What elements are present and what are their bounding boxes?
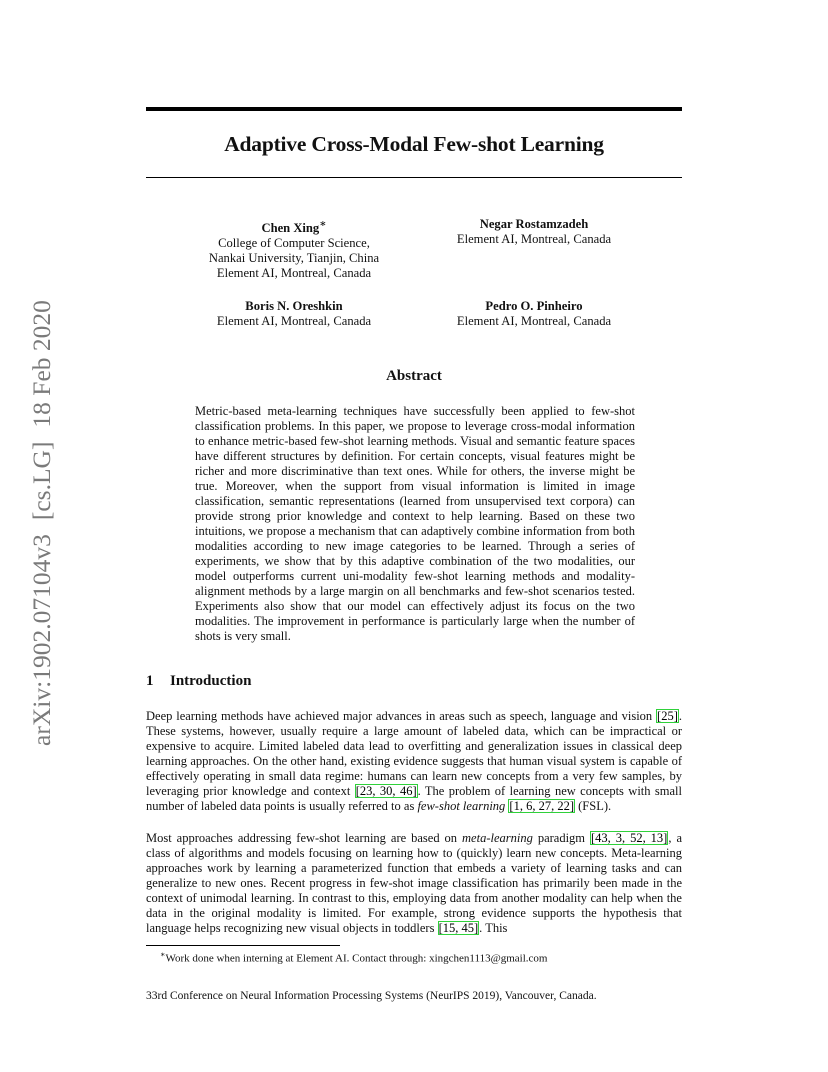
section-heading: [146, 673, 251, 690]
citation-link[interactable]: [43, 3, 52, 13]: [591, 831, 668, 845]
author-name: Boris N. Oreshkin: [245, 299, 343, 313]
footnote-text: Work done when interning at Element AI. Contact through: xingchen1113@gmail.com: [165, 952, 548, 965]
footnote-mark: ∗: [319, 219, 327, 230]
title-top-rule: [146, 107, 682, 111]
author-name: Pedro O. Pinheiro: [485, 299, 583, 313]
title-bottom-rule: [146, 177, 682, 178]
footnote: [160, 950, 547, 965]
author-name: Negar Rostamzadeh: [479, 217, 589, 231]
author-affiliation: Element AI, Montreal, Canada: [456, 314, 612, 328]
paper-title: Adaptive Cross-Modal Few-shot Learning: [224, 132, 604, 156]
author-block: [186, 299, 402, 329]
author-block: [424, 217, 644, 247]
author-block: [186, 217, 402, 281]
abstract-text: Metric-based meta-learning techniques have successfully been applied to few-shot classification problems. In this paper, we propose to leverage cross-modal information to enhance metric-based few-shot learning methods. Visual and semantic feature spaces have different structures by definition. For certain concepts, visual features might be richer and more discriminative than text ones. While for others, the inverse might be true. Moreover, when the support from visual information is limited in image classification, semantic representations (learned from unsupervised text corpora) can provide strong prior knowledge and context to help learning. Based on these two intuitions, we propose a mechanism that can adaptively combine information from both modalities according to new image categories to be learned. Through a series of experiments, we show that by this adaptive combination of the two modalities, our model outperforms current uni-modality few-shot learning methods and modality-alignment methods by a large margin on all benchmarks and few-shot scenarios tested. Experiments also show that our model can effectively adjust its focus on the two modalities. The improvement in performance is particularly large when the number of shots is very small.: [195, 404, 635, 643]
abstract-heading: Abstract: [386, 368, 442, 384]
citation-link[interactable]: [23, 30, 46]: [355, 784, 417, 798]
intro-paragraph: Deep learning methods have achieved major advances in areas such as speech, language and vision [25]. These systems, however, usually require a large amount of labeled data, which can be impractical or expensive to acquire. Limited labeled data lead to overfitting and generalization issues in classical deep learning approaches. On the other hand, existing evidence suggests that human visual system is capable of effectively operating in small data regime: humans can learn new concepts from a very few samples, by leveraging prior knowledge and context [23, 30, 46]. The problem of learning new concepts with small number of labeled data points is usually referred to as few-shot learning [1, 6, 27, 22] (FSL).: [146, 709, 683, 813]
author-affiliation: Element AI, Montreal, Canada: [456, 232, 612, 246]
section-title: Introduction: [170, 673, 252, 689]
citation-link[interactable]: [25]: [657, 709, 678, 723]
arxiv-date: 18 Feb 2020: [27, 300, 56, 428]
footnote-mark: ∗: [160, 950, 166, 959]
intro-paragraph: Most approaches addressing few-shot learning are based on meta-learning paradigm [43, 3, 52, 13], a class of algorithms and models focusing on learning how to (quickly) learn new concepts. Meta-learning approaches work by learning a parameterized function that embeds a variety of learning tasks and can generalize to new ones. Recent progress in few-shot image classification has primarily been made in the context of unimodal learning. In contrast to this, employing data from another modality can help when the data in the original modality is limited. For example, strong evidence supports the hypothesis that language helps recognizing new visual objects in toddlers [15, 45]. This: [146, 831, 682, 935]
author-affiliation: College of Computer Science, Nankai University, Tianjin, China Element AI, Montreal, Canada: [208, 236, 380, 281]
author-affiliation: Element AI, Montreal, Canada: [216, 314, 372, 328]
arxiv-stamp: [27, 300, 57, 746]
arxiv-category: [cs.LG]: [27, 441, 56, 521]
citation-link[interactable]: [1, 6, 27, 22]: [509, 799, 574, 813]
citation-link[interactable]: [15, 45]: [438, 921, 479, 935]
author-name: Chen Xing∗: [261, 219, 327, 236]
emphasis-term: few-shot learning: [417, 799, 506, 813]
author-block: [424, 299, 644, 329]
arxiv-id: arXiv:1902.07104v3: [27, 534, 56, 746]
section-number: 1: [146, 673, 154, 689]
emphasis-term: meta-learning: [462, 831, 533, 845]
footnote-rule: [146, 945, 340, 946]
venue-line: 33rd Conference on Neural Information Processing Systems (NeurIPS 2019), Vancouver, Canada.: [146, 990, 597, 1002]
